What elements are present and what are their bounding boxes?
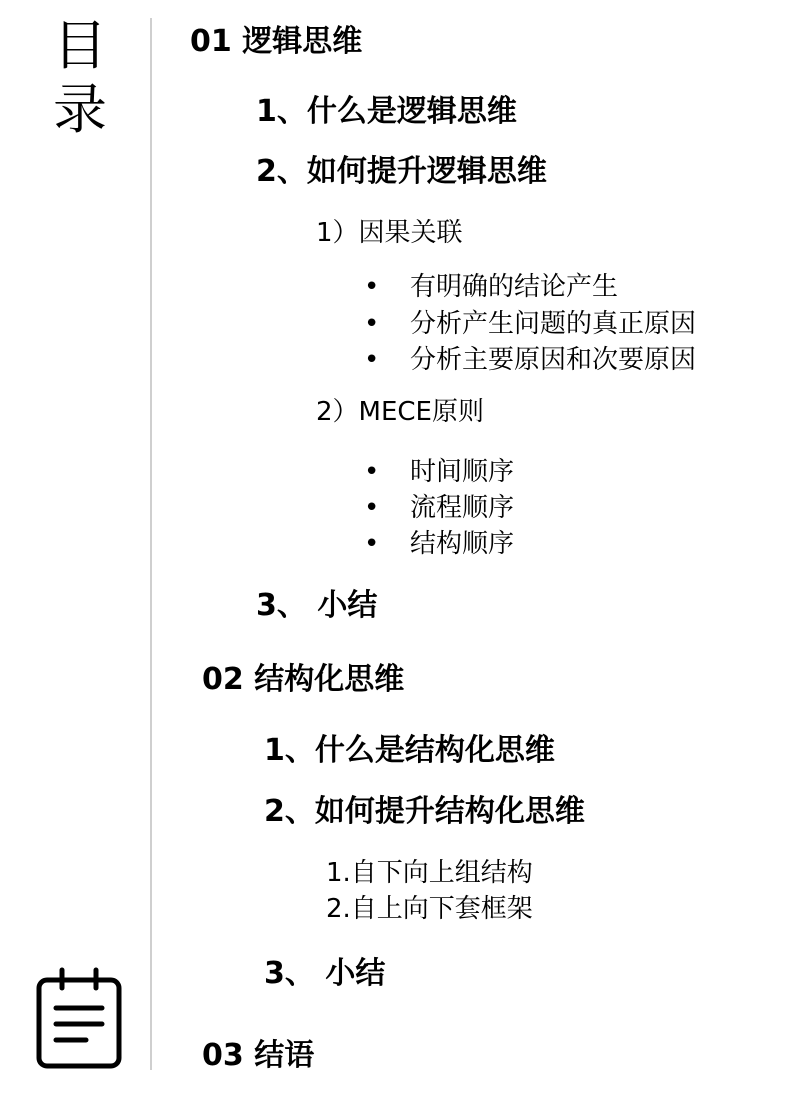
toc-item-s1-2: 2、如何提升逻辑思维 xyxy=(256,154,547,189)
section-heading-01: 01 逻辑思维 xyxy=(190,24,363,59)
toc-item-s2-2: 2、如何提升结构化思维 xyxy=(264,794,585,829)
bullet-item xyxy=(364,523,514,560)
vertical-divider xyxy=(150,18,152,1070)
step-item: 1.自下向上组结构 xyxy=(326,858,533,888)
bullet-item xyxy=(364,451,514,488)
bullet-text: 结构顺序 xyxy=(410,529,515,559)
bullet-item xyxy=(364,266,618,303)
bullet-text: 流程顺序 xyxy=(410,493,515,523)
bullet-icon: • xyxy=(364,529,380,559)
bullet-icon: • xyxy=(364,345,380,375)
section-heading-02: 02 结构化思维 xyxy=(202,662,405,697)
toc-title xyxy=(50,14,110,142)
toc-item-s2-3: 3、 小结 xyxy=(264,956,386,991)
bullet-text: 有明确的结论产生 xyxy=(410,272,619,302)
bullet-icon: • xyxy=(364,272,380,302)
bullet-item xyxy=(364,303,696,340)
bullet-icon: • xyxy=(364,309,380,339)
clipboard-icon xyxy=(34,966,124,1070)
toc-item-s1-3: 3、 小结 xyxy=(256,588,378,623)
toc-title-char-2: 录 xyxy=(53,78,107,141)
bullet-item xyxy=(364,339,696,376)
bullet-icon: • xyxy=(364,493,380,523)
bullet-text: 分析产生问题的真正原因 xyxy=(410,309,697,339)
subsection-label-mece: 2）MECE原则 xyxy=(316,397,484,427)
toc-item-s1-1: 1、什么是逻辑思维 xyxy=(256,94,517,129)
toc-title-char-1: 目 xyxy=(53,14,107,77)
bullet-text: 分析主要原因和次要原因 xyxy=(410,345,697,375)
toc-item-s2-1: 1、什么是结构化思维 xyxy=(264,733,555,768)
section-heading-03: 03 结语 xyxy=(202,1038,315,1073)
bullet-icon: • xyxy=(364,457,380,487)
subsection-label-cause: 1）因果关联 xyxy=(316,218,463,248)
bullet-text: 时间顺序 xyxy=(410,457,515,487)
step-item: 2.自上向下套框架 xyxy=(326,894,533,924)
bullet-item xyxy=(364,487,514,524)
